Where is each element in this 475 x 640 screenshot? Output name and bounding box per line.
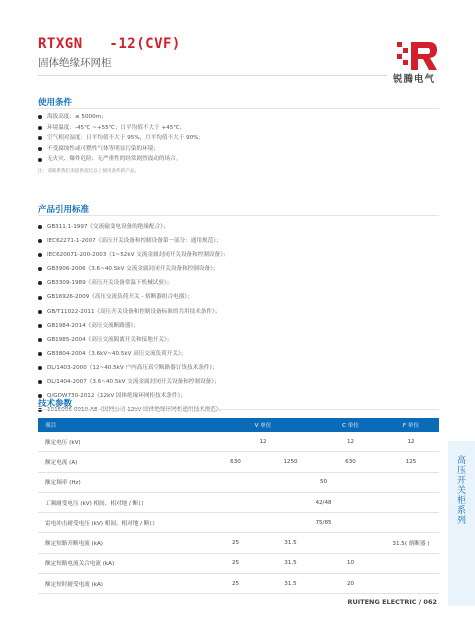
list-item: 1016006-0010-A8《国网公司 12kV 固体绝缘环网柜通用技术规范》。 [38, 403, 408, 417]
bullet-dot-icon [38, 225, 42, 229]
list-item: Q/GDW730-2012《12kV 固体绝缘环网柜技术条件》； [38, 389, 408, 403]
table-cell: 工频耐受电压 (kV) 相间、相对地 / 断口 [38, 492, 208, 512]
standards-title: 产品引用标准 [38, 205, 90, 215]
table-row [38, 533, 439, 553]
table-cell: 12 [383, 432, 439, 452]
table-cell: 31.5( 熔断器 ) [383, 533, 439, 553]
table-cell: 额定短路电流关合电流 (kA) [38, 553, 208, 573]
conditions-note: 注：请联系我们来提供超过以上使用条件的产品。 [38, 169, 140, 174]
column-header: 项目 [38, 418, 208, 432]
list-item: GB16926-2009《高压交流负荷开关 - 熔断器组合电器》； [38, 290, 408, 304]
table-cell [318, 533, 383, 553]
table-cell: 630 [208, 452, 263, 472]
bullet-dot-icon [38, 296, 42, 300]
list-item: IEC62271-1-2007《高压开关设备和控制设备第一部分：通用规范》； [38, 234, 408, 248]
list-item: GB3804-2004《3.6kV~40.5kV 高压交流负荷开关》； [38, 347, 408, 361]
table-row [38, 492, 439, 512]
table-header [38, 418, 439, 432]
list-item: GB1985-2004《高压交流隔离开关和接地开关》； [38, 333, 408, 347]
column-header: F 单位 [383, 418, 439, 432]
table-cell: 125 [383, 452, 439, 472]
list-item: DL/1403-2000《12~40.5kV 户内高压真空断路器订货技术条件》； [38, 361, 408, 375]
table-cell: 额定短路开断电流 (kA) [38, 533, 208, 553]
bullet-dot-icon [38, 338, 42, 342]
bullet-dot-icon [38, 136, 42, 140]
header-divider [38, 75, 387, 76]
list-item: 环境温度：-45℃ ~+55℃；日平均值不大于 +45℃； [38, 123, 408, 134]
list-item: GB1984-2014《高压交流断路器》； [38, 319, 408, 333]
table-row [38, 472, 439, 492]
table-row [38, 553, 439, 573]
list-item: IEC620071-200-2003《1~52kV 交流金属封闭开关设备和控制设备》； [38, 248, 408, 262]
model-title: RTXGN -12(CVF) [38, 36, 181, 52]
table-cell: 42/48 [208, 492, 439, 512]
specs-title: 技术参数 [38, 399, 73, 409]
product-subtitle: 固体绝缘环网柜 [38, 57, 112, 69]
table-cell: 额定频率 (Hz) [38, 472, 208, 492]
table-cell: 额定电流 (A) [38, 452, 208, 472]
company-name: 锐腾电气 [393, 74, 436, 85]
list-item: GB311.1-1997《交流输变电设备的绝缘配合》； [38, 220, 408, 234]
table-cell: 额定短时耐受电流 (kA) [38, 574, 208, 594]
list-item: 无火灾、爆炸危险、无严重性的经常剧烈震动的场合。 [38, 154, 408, 165]
table-cell: 1250 [263, 452, 318, 472]
table-cell [383, 574, 439, 594]
specs-divider [38, 409, 439, 410]
standards-list [38, 220, 408, 417]
table-cell: 31.5 [263, 553, 318, 573]
conditions-divider [38, 108, 439, 109]
list-item: 不受腐蚀性或可燃性气体等明显污染的环境； [38, 144, 408, 155]
bullet-dot-icon [38, 267, 42, 271]
table-cell: 25 [208, 574, 263, 594]
table-row [38, 574, 439, 594]
list-item: 海拔高度：≤ 5000m； [38, 112, 408, 123]
table-cell [383, 553, 439, 573]
bullet-dot-icon [38, 253, 42, 257]
table-cell: 25 [208, 553, 263, 573]
column-header: V 单位 [208, 418, 318, 432]
list-item: GB3906-2006《3.6~40.5kV 交流金属封闭开关设备和控制设备》； [38, 262, 408, 276]
table-cell: 31.5 [263, 574, 318, 594]
bullet-dot-icon [38, 147, 42, 151]
standards-divider [38, 215, 439, 216]
table-cell: 20 [318, 574, 383, 594]
table-row [38, 513, 439, 533]
list-item: DL/1404-2007《3.6~40.5kV 交流金属封闭开关设备和控制设备》； [38, 375, 408, 389]
conditions-list [38, 112, 408, 165]
table-cell: 雷电冲击耐受电压 (kV) 相间、相对地 / 断口 [38, 513, 208, 533]
bullet-dot-icon [38, 239, 42, 243]
bullet-dot-icon [38, 352, 42, 356]
bullet-dot-icon [38, 281, 42, 285]
table-cell: 12 [318, 432, 383, 452]
bullet-dot-icon [38, 126, 42, 130]
page-footer: RUITENG ELECTRIC / 062 [347, 598, 437, 606]
bullet-dot-icon [38, 115, 42, 119]
bullet-dot-icon [38, 310, 42, 314]
table-cell: 630 [318, 452, 383, 472]
bullet-dot-icon [38, 380, 42, 384]
list-item: 空气相对湿度：日平均值不大于 95%，月平均值不大于 90%； [38, 133, 408, 144]
table-cell: 75/85 [208, 513, 439, 533]
conditions-title: 使用条件 [38, 98, 73, 108]
bullet-dot-icon [38, 324, 42, 328]
table-row [38, 452, 439, 472]
category-label: 高压开关柜系列 [455, 455, 465, 525]
table-cell: 50 [208, 472, 439, 492]
ruiteng-logo-icon [393, 38, 439, 72]
table-cell: 10 [318, 553, 383, 573]
column-header: C 单位 [318, 418, 383, 432]
list-item: GB/T11022-2011《高压开关设备和控制设备标准的共用技术条件》； [38, 305, 408, 319]
table-cell: 31.5 [263, 533, 318, 553]
bullet-dot-icon [38, 366, 42, 370]
spec-table [38, 418, 439, 594]
table-cell: 12 [208, 432, 318, 452]
table-cell: 25 [208, 533, 263, 553]
table-cell: 额定电压 (kV) [38, 432, 208, 452]
table-row [38, 432, 439, 452]
list-item: GB3309-1989《高压开关设备常温下机械试验》； [38, 276, 408, 290]
bullet-dot-icon [38, 158, 42, 162]
